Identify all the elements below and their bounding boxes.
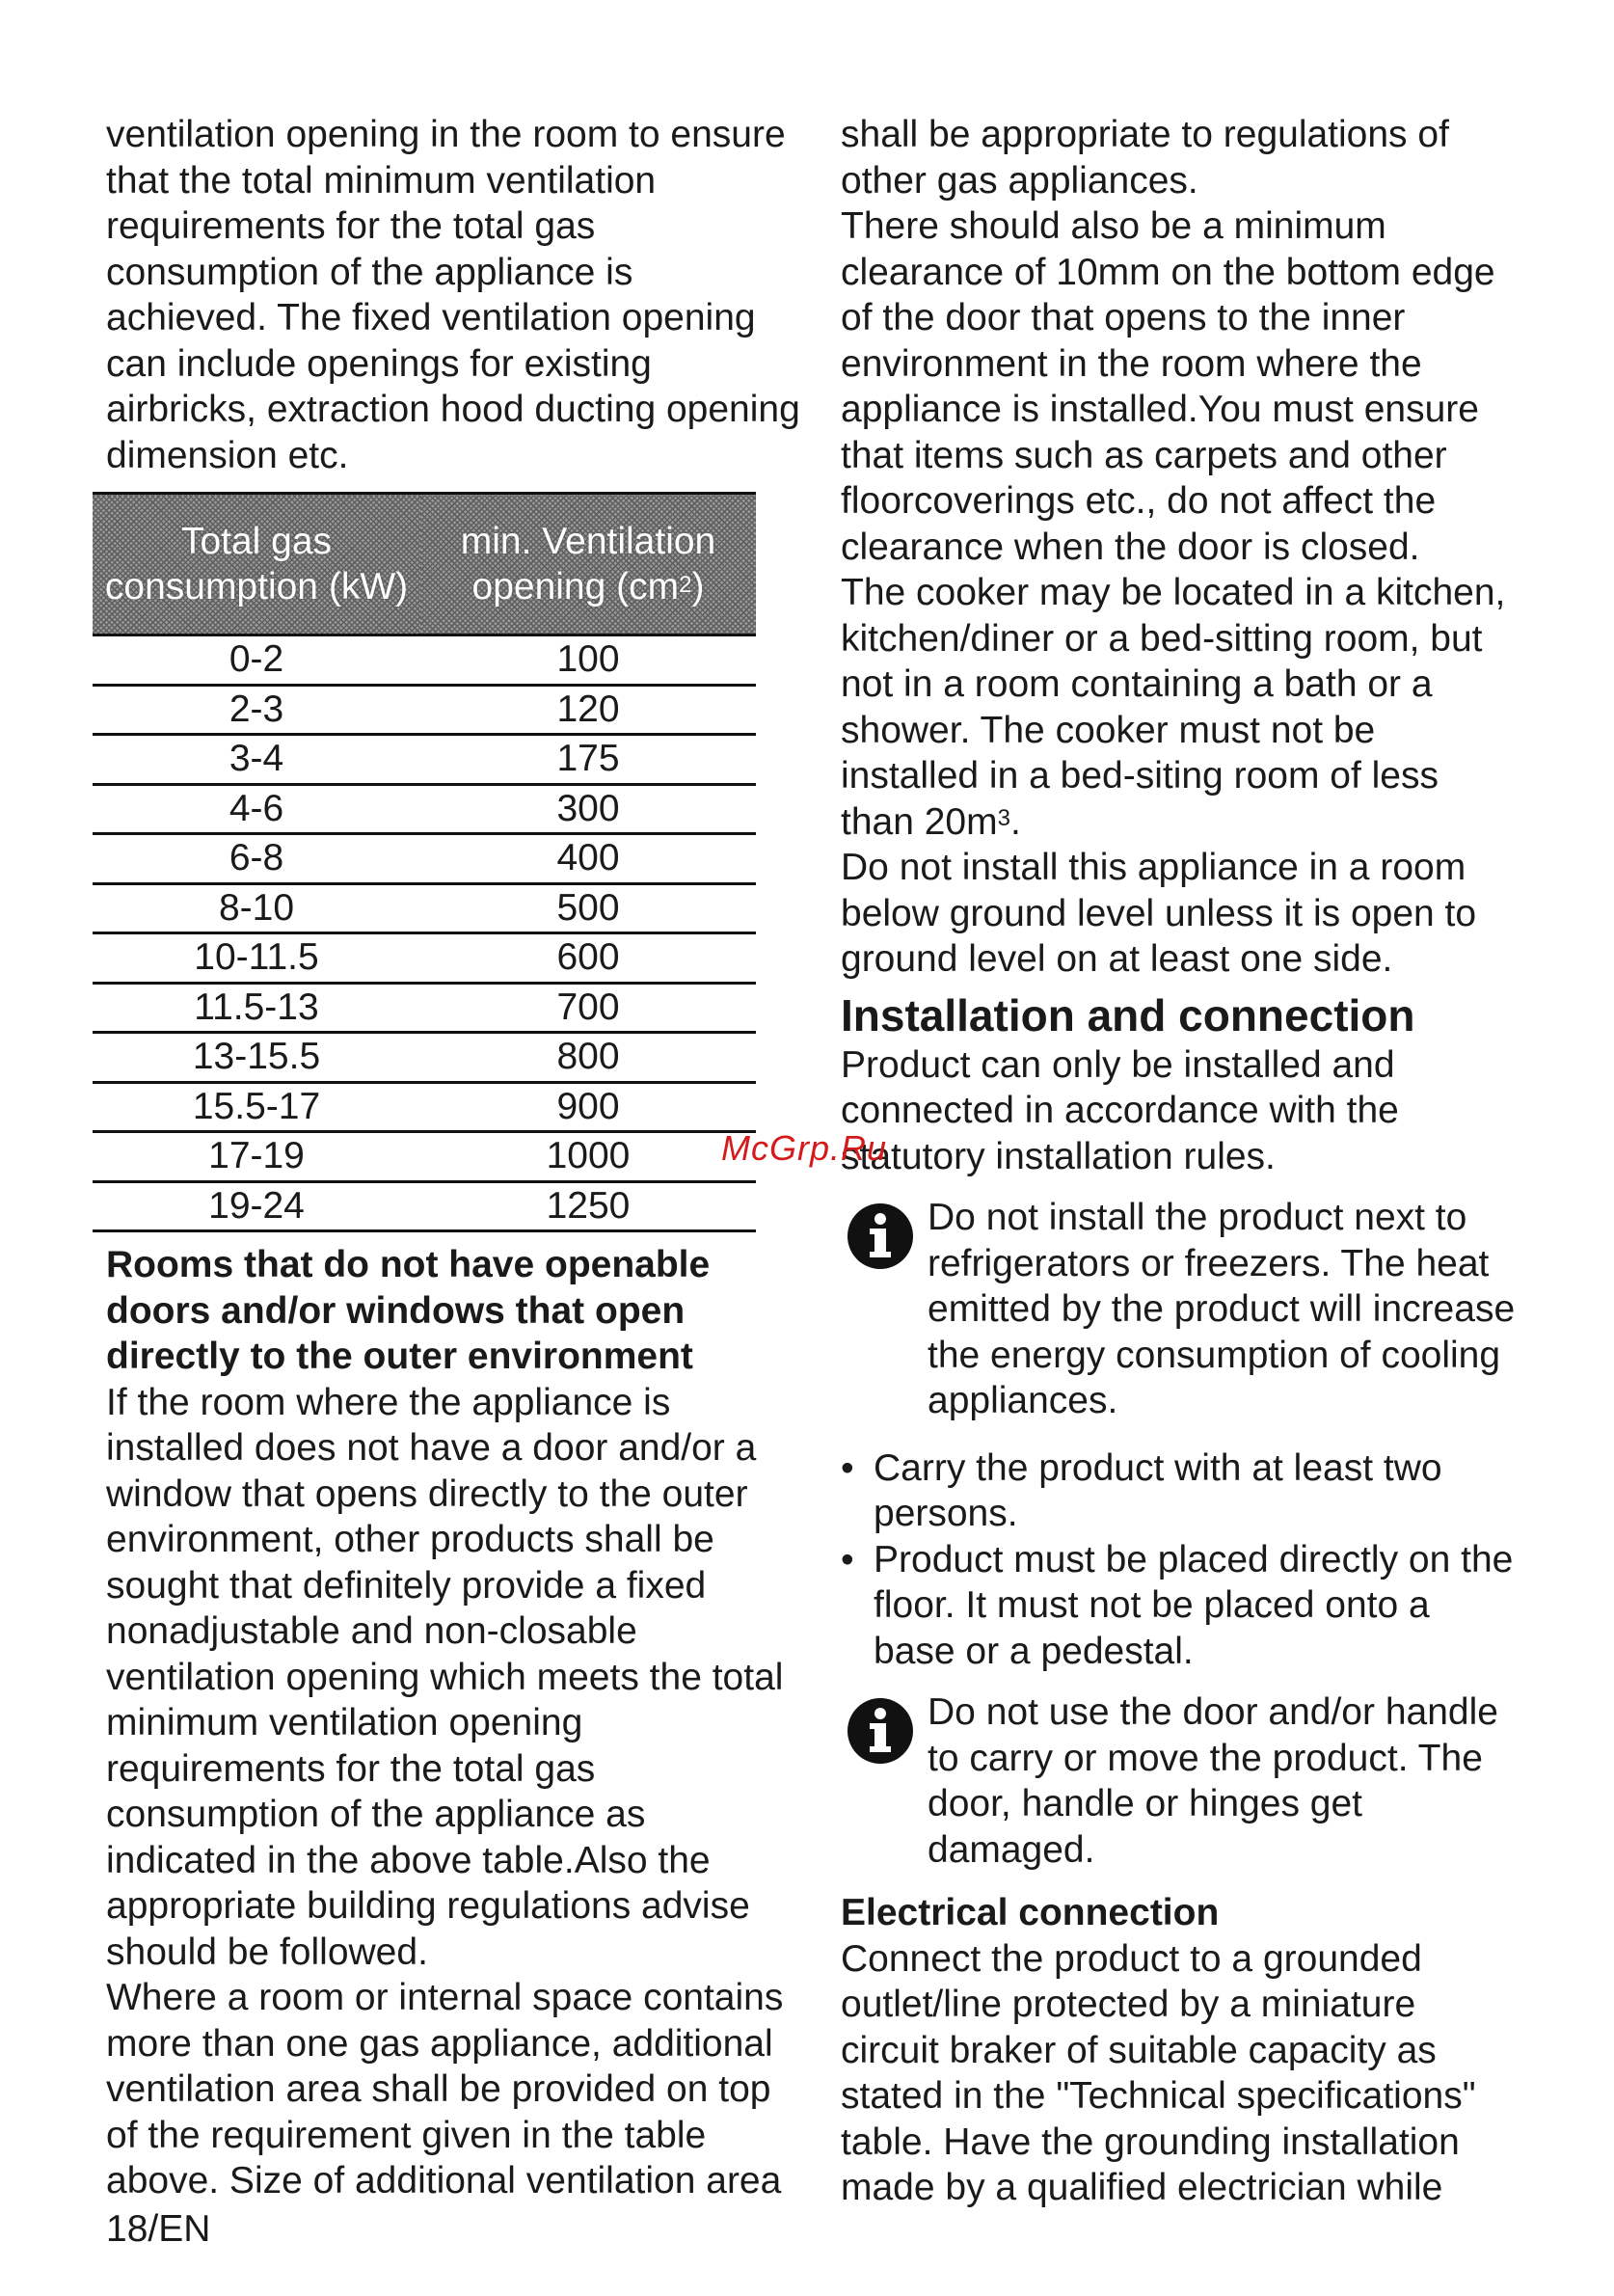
gas-consumption-cell: 3-4	[93, 735, 420, 785]
table-row	[93, 735, 756, 785]
electrical-paragraph: Connect the product to a grounded outlet/line protected by a miniature circuit braker of suitable capacity as stated in the "Technical specifications" table. Have the grounding installation made by a qualified electrician while	[841, 1937, 1476, 2208]
ventilation-cell: 400	[420, 834, 756, 884]
info-note-text: Do not use the door and/or handle to carry or move the product. The door, handle or hinges get damaged.	[928, 1691, 1498, 1871]
table-row	[93, 983, 756, 1033]
table-body	[93, 635, 756, 1231]
bullet-dot: •	[841, 1446, 854, 1489]
info-icon	[847, 1697, 914, 1765]
header-gas-consumption: Total gas consumption (kW)	[93, 494, 420, 635]
installation-heading: Installation and connection	[841, 989, 1415, 1040]
paragraph-other-appliances: shall be appropriate to regulations of other gas appliances.	[841, 114, 1449, 202]
installation-paragraph: Product can only be installed and connected in accordance with the statutory installation rules.	[841, 1043, 1399, 1177]
gas-consumption-cell: 13-15.5	[93, 1033, 420, 1083]
rooms-heading: Rooms that do not have openable doors and/or windows that open directly to the outer environment	[106, 1244, 711, 1377]
paragraph-below-ground: Do not install this appliance in a room below ground level unless it is open to ground level on at least one side.	[841, 847, 1477, 980]
header-ventilation-text: min. Ventilation opening (cm	[460, 521, 716, 608]
table-row	[93, 1132, 756, 1182]
ventilation-cell: 100	[420, 635, 756, 686]
ventilation-cell: 800	[420, 1033, 756, 1083]
rooms-paragraph-2: Where a room or internal space contains more than one gas appliance, additional ventilation area shall be provided on top of the requirement given in the table above. Size of additional ventilation area	[106, 1977, 784, 2201]
right-column	[841, 112, 1516, 2211]
table-row	[93, 834, 756, 884]
table-row	[93, 933, 756, 984]
info-note-refrigerators	[841, 1195, 1516, 1424]
bullet-text: Carry the product with at least two persons.	[874, 1446, 1442, 1534]
ventilation-cell: 1250	[420, 1181, 756, 1231]
gas-consumption-cell: 4-6	[93, 784, 420, 834]
paragraph-door-clearance: There should also be a minimum clearance of 10mm on the bottom edge of the door that opens to the inner environment in the room where the appliance is installed.You must ensure that items such as carpets and other floorcoverings etc., do not affect the clearance when the door is closed.	[841, 205, 1495, 568]
gas-consumption-cell: 6-8	[93, 834, 420, 884]
info-icon	[847, 1202, 914, 1270]
info-note-text: Do not install the product next to refrigerators or freezers. The heat emitted by the product will increase the energy consumption of cooling appliances.	[928, 1197, 1516, 1421]
page-number: 18/EN	[106, 2208, 211, 2250]
gas-consumption-cell: 0-2	[93, 635, 420, 686]
rooms-paragraph-1: If the room where the appliance is installed does not have a door and/or a window that opens directly to the outer environment, other products shall be sought that definitely provide a fixed nonadjustable and non-closable ventilation opening which meets the total minimum ventilation opening requirements for the total gas consumption of the appliance as indicated in the above table.Also the appropriate building regulations advise should be followed.	[106, 1381, 784, 1973]
gas-consumption-cell: 15.5-17	[93, 1082, 420, 1132]
carry-bullet-list	[841, 1445, 1516, 1675]
gas-consumption-cell: 8-10	[93, 883, 420, 933]
cooker-location-text: The cooker may be located in a kitchen, kitchen/diner or a bed-sitting room, but not in a room containing a bath or a shower. The cooker must not be installed in a bed-siting room of less than 20m	[841, 572, 1506, 843]
ventilation-cell: 600	[420, 933, 756, 984]
cooker-location-sup: 3	[997, 804, 1010, 831]
ventilation-cell: 500	[420, 883, 756, 933]
gas-consumption-cell: 11.5-13	[93, 983, 420, 1033]
header-ventilation-sup: 2	[679, 572, 692, 598]
bullet-text: Product must be placed directly on the floor. It must not be placed onto a base or a pedestal.	[874, 1538, 1514, 1672]
header-ventilation-end: )	[691, 566, 705, 608]
paragraph-cooker-location	[841, 570, 1516, 845]
gas-consumption-cell: 2-3	[93, 685, 420, 735]
cooker-location-end: .	[1009, 800, 1021, 843]
list-item	[841, 1445, 1516, 1537]
watermark: McGrp.Ru	[721, 1128, 888, 1168]
intro-paragraph: ventilation opening in the room to ensure that the total minimum ventilation requirements for the total gas consumption of the appliance is achieved. The fixed ventilation opening can include openings for existing airbricks, extraction hood ducting opening dimension etc.	[106, 114, 800, 476]
ventilation-cell: 900	[420, 1082, 756, 1132]
table-row	[93, 685, 756, 735]
table-row	[93, 1181, 756, 1231]
ventilation-cell: 175	[420, 735, 756, 785]
info-note-door-handle	[841, 1689, 1516, 1873]
bullet-dot: •	[841, 1538, 854, 1580]
ventilation-cell: 120	[420, 685, 756, 735]
gas-consumption-cell: 19-24	[93, 1181, 420, 1231]
ventilation-cell: 1000	[420, 1132, 756, 1182]
left-column	[106, 112, 800, 2204]
table-row	[93, 883, 756, 933]
gas-consumption-cell: 10-11.5	[93, 933, 420, 984]
ventilation-table	[93, 492, 756, 1232]
table-header-row	[93, 494, 756, 635]
table-row	[93, 1033, 756, 1083]
header-ventilation-opening	[420, 494, 756, 635]
table-row	[93, 784, 756, 834]
table-row	[93, 1082, 756, 1132]
list-item	[841, 1537, 1516, 1675]
electrical-heading: Electrical connection	[841, 1892, 1220, 1933]
ventilation-cell: 300	[420, 784, 756, 834]
table-row	[93, 635, 756, 686]
ventilation-cell: 700	[420, 983, 756, 1033]
gas-consumption-cell: 17-19	[93, 1132, 420, 1182]
